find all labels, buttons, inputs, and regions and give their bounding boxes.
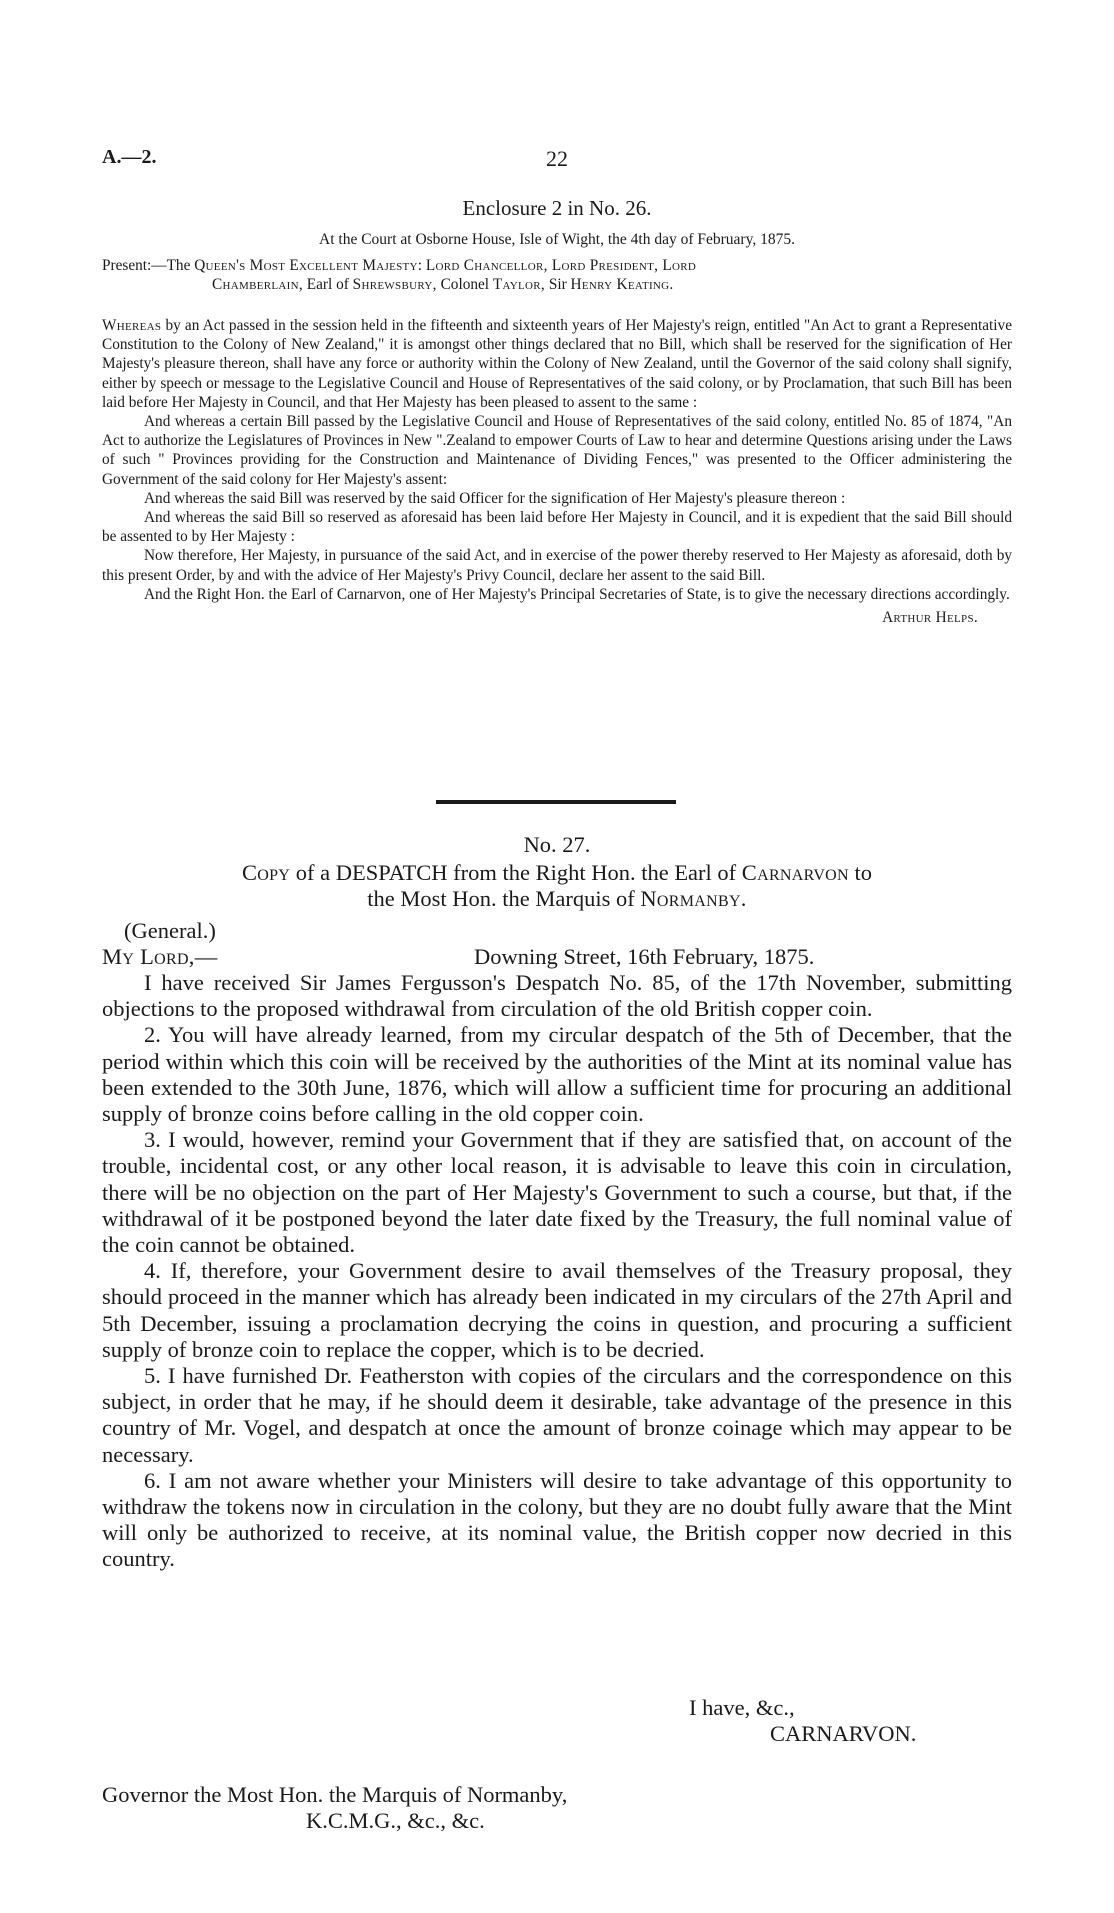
whereas-lead: Whereas (102, 317, 162, 334)
salutation: My Lord,— (102, 944, 218, 969)
despatch-paragraph: 3. I would, however, remind your Government that if they are satisfied that, on account of the trouble, incidental cost, or any other local reason, it is advisable to leave this coin in circulation, there will be no objection on the part of Her Majesty's Government to such a course, but that, if the withdrawal of it be postponed beyond the later date fixed by the Treasury, the full nominal value of the coin cannot be obtained. (102, 1127, 1012, 1258)
salutation-line (102, 944, 1012, 970)
present-label: Present:—The (102, 257, 191, 274)
despatch-title-line-1 (102, 860, 1012, 886)
court-line: At the Court at Osborne House, Isle of Wight, the 4th day of February, 1875. (319, 231, 795, 248)
title-carnarvon: Carnarvon (741, 860, 849, 885)
order-in-council (102, 316, 1012, 627)
despatch-number: No. 27. (523, 832, 591, 857)
title-to: to (854, 860, 873, 885)
order-paragraph: And whereas the said Bill was reserved by the said Officer for the signification of Her Majesty's pleasure thereon : (144, 489, 846, 507)
page-header (102, 146, 1012, 176)
enclosure-title: Enclosure 2 in No. 26. (462, 196, 652, 220)
present-keating: Henry Keating. (570, 276, 674, 294)
recipient-line-1: Governor the Most Hon. the Marquis of Normanby, (102, 1782, 568, 1807)
present-colonel: Colonel (440, 276, 490, 294)
title-copy: Copy (241, 860, 291, 885)
date-line: Downing Street, 16th February, 1875. (474, 944, 815, 969)
present-lords: Lord Chancellor, Lord President, Lord (425, 257, 697, 274)
order-paragraph: And whereas the said Bill so reserved as aforesaid has been laid before Her Majesty in Council, and it is expedient that the said Bill should be assented to by Her Majesty : (102, 509, 1012, 546)
present-chamberlain: Chamberlain, (212, 276, 303, 294)
closing-phrase: I have, &c., (689, 1695, 795, 1720)
present-earl-of: Earl of (306, 276, 349, 294)
order-paragraph: And whereas a certain Bill passed by the Legislative Council and House of Representatives of the said colony, entitled No. 85 of 1874, "An Act to authorize the Legislatures of Provinces in New ".Zealand to empower Courts of Law to hear and determine Questions arising under the Laws of such " Provinces providing for the Construction and Maintenance of Dividing Fences," was presented to the Officer administering the Government of the said colony for Her Majesty's assent: (102, 413, 1012, 488)
despatch-paragraph: 5. I have furnished Dr. Featherston with copies of the circulars and the correspondence on this subject, in order that he may, if he should deem it desirable, take advantage of the presence in this country of Mr. Vogel, and despatch at once the amount of bronze coinage which may appear to be necessary. (102, 1363, 1012, 1467)
order-paragraph: And the Right Hon. the Earl of Carnarvon, one of Her Majesty's Principal Secretaries of State, is to give the necessary directions accordingly. (144, 585, 1010, 603)
despatch-paragraph: 2. You will have already learned, from my circular despatch of the 5th of December, that the period within which this coin will be received by the authorities of the Mint at its nominal value has been extended to the 30th June, 1876, which will allow a sufficient time for procuring an additional supply of bronze coins before calling in the old copper coin. (102, 1022, 1012, 1127)
title-line-2: the Most Hon. the Marquis of (367, 886, 635, 912)
order-signature: Arthur Helps. (882, 609, 978, 627)
despatch-title-line-2 (102, 886, 1012, 912)
present-list (102, 256, 1012, 294)
page-number: 22 (546, 146, 568, 171)
despatch-body (102, 970, 1012, 1573)
document-reference: A.—2. (102, 146, 157, 168)
present-line-1: Present:—The Queen's Most Excellent Majesty: Lord Chancellor, Lord President, Lord (102, 257, 697, 274)
closing-block (102, 1695, 1012, 1747)
despatch-paragraph: 6. I am not aware whether your Ministers will desire to take advantage of this opportunity to withdraw the tokens now in circulation in the colony, but they are no doubt fully aware that the Mint will only be authorized to receive, at its nominal value, the British copper now decried in this country. (102, 1467, 1012, 1572)
present-shrewsbury: Shrewsbury, (352, 276, 437, 294)
section-divider (436, 800, 676, 804)
present-queen: Queen's Most Excellent Majesty (194, 257, 418, 274)
order-paragraph: Now therefore, Her Majesty, in pursuance of the said Act, and in exercise of the power thereby reserved to Her Majesty as aforesaid, doth by this present Order, by and with the advice of Her Majesty's Privy Council, declare her assent to the said Bill. (102, 547, 1012, 584)
despatch-signature: CARNARVON. (770, 1721, 917, 1747)
title-mid: of a DESPATCH from the Right Hon. the Earl of (295, 860, 737, 885)
recipient-line-2: K.C.M.G., &c., &c. (306, 1808, 485, 1834)
present-line-2 (102, 275, 1012, 294)
order-paragraph (102, 316, 1012, 412)
present-taylor: Taylor, (492, 276, 546, 294)
general-label: (General.) (124, 918, 216, 943)
recipient-block (102, 1782, 1012, 1834)
title-normanby: Normanby. (640, 886, 747, 912)
order-paragraph-text: by an Act passed in the session held in the fifteenth and sixteenth years of Her Majesty's reign, entitled "An Act to grant a Representative Constitution to the Colony of New Zealand," it is amongst other things declared that no Bill, which shall be reserved for the signification of Her Majesty's pleasure thereon, shall have any force or authority within the Colony of New Zealand, until the Governor of the said colony shall signify, either by speech or message to the Legislative Council and House of Representatives of the said colony, or by Proclamation, that such Bill has been laid before Her Majesty in Council, and that Her Majesty has been pleased to assent to the same : (102, 317, 1012, 411)
present-sir: Sir (548, 276, 567, 294)
despatch-title (102, 860, 1012, 912)
despatch-paragraph: I have received Sir James Fergusson's Despatch No. 85, of the 17th November, submitting objections to the proposed withdrawal from circulation of the old British copper coin. (102, 970, 1012, 1022)
despatch-paragraph: 4. If, therefore, your Government desire to avail themselves of the Treasury proposal, they should proceed in the manner which has already been indicated in my circulars of the 27th April and 5th December, issuing a proclamation decrying the coins in question, and procuring a sufficient supply of bronze coin to replace the copper, which is to be decried. (102, 1258, 1012, 1362)
